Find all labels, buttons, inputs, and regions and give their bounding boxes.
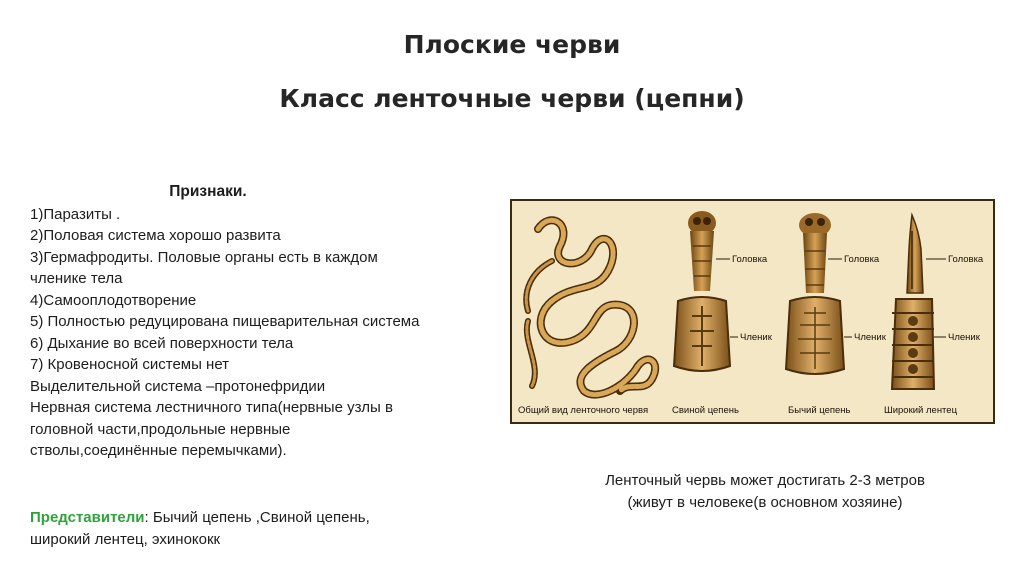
caption-broad-tapeworm: Широкий лентец [884,405,958,416]
head-label: Головка [948,254,984,265]
caption-line-1: Ленточный червь может достигать 2-3 метров [605,472,925,489]
sign-line: членике тела [30,270,123,287]
pork-tapeworm-drawing [674,211,730,371]
segment-label: Членик [854,332,886,343]
sign-line: 7) Кровеносной системы нет [30,356,230,373]
representatives-text: : Бычий цепень ,Свиной цепень, [144,509,370,526]
sign-line: Нервная система лестничного типа(нервные узлы в [30,399,393,416]
figure-caption [540,470,990,514]
segment-label: Членик [948,332,980,343]
sign-line: 5) Полностью редуцирована пищеварительная система [30,313,420,330]
sign-line: Выделительной система –протонефридии [30,377,326,395]
sign-line: 2)Половая система хорошо развита [30,227,281,244]
caption-pork-tapeworm: Свиной цепень [672,405,739,416]
sign-line: головной части,продольные нервные [30,420,291,438]
representatives-text-2: широкий лентец, эхинококк [30,531,221,548]
representatives-block [30,507,460,551]
beef-tapeworm-drawing [786,213,844,374]
sign-line: 6) Дыхание во всей поверхности тела [30,334,294,352]
sign-line: стволы,соединённые перемычками). [30,442,287,459]
signs-block [30,181,500,462]
page-title: Плоские черви [403,30,621,59]
representatives-label: Представители [30,509,145,526]
sign-line: 1)Паразиты . [30,205,121,223]
caption-beef-tapeworm: Бычий цепень [788,405,851,416]
page-subtitle: Класс ленточные черви (цепни) [279,84,745,113]
head-label: Головка [732,254,768,265]
coiled-worm-drawing [526,220,655,394]
broad-tapeworm-drawing [892,215,934,389]
sign-line: 3)Гермафродиты. Половые органы есть в каждом [30,248,378,266]
sign-line: 4)Самооплодотворение [30,291,197,309]
signs-header: Признаки. [169,183,247,200]
segment-label: Членик [740,332,772,343]
head-label: Головка [844,254,880,265]
caption-general-worm: Общий вид ленточного червя [518,405,649,416]
caption-line-2: (живут в человеке(в основном хозяине) [627,494,903,511]
tapeworm-illustration [510,199,995,424]
